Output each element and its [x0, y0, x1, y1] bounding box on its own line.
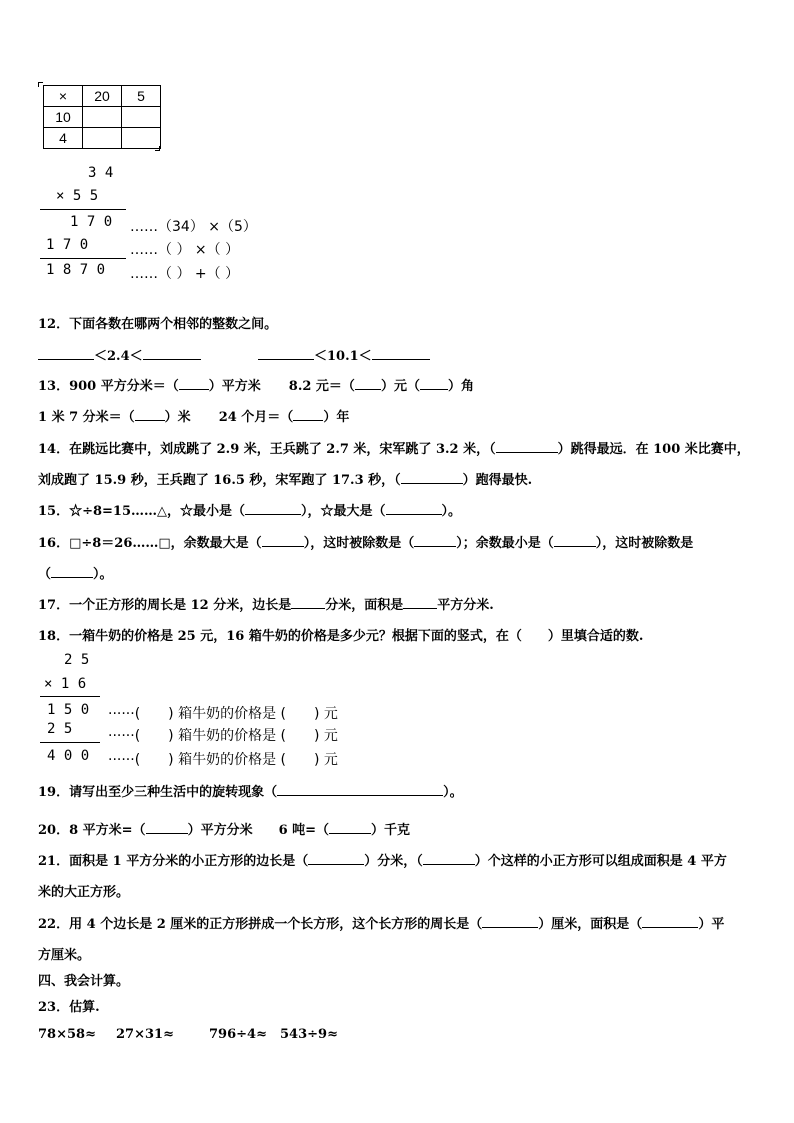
q13-line2: [38, 406, 349, 425]
answer-blank[interactable]: [38, 359, 94, 360]
calc-num2: × 5 5: [56, 188, 99, 204]
answer-blank[interactable]: [372, 359, 430, 360]
q20-text: ）平方分米: [187, 823, 253, 838]
q22-text: ）平: [698, 917, 725, 932]
answer-blank[interactable]: [245, 514, 301, 515]
grid-row: [44, 107, 161, 128]
q15-text: ）。: [441, 504, 462, 519]
q23-item: 543÷9≈: [280, 1027, 338, 1042]
q23-title: 23．估算.: [38, 1000, 100, 1015]
answer-blank[interactable]: [135, 420, 165, 421]
q13-text: ）元（: [380, 379, 420, 394]
q19-text: 19．请写出至少三种生活中的旋转现象（: [38, 785, 278, 800]
grid-cell: 4: [44, 128, 83, 149]
grid-header-row: [44, 86, 161, 107]
answer-blank[interactable]: [401, 483, 463, 484]
calc-row2-note: ······( ) 箱牛奶的价格是 ( ) 元: [108, 728, 338, 744]
answer-blank[interactable]: [403, 608, 437, 609]
calc-num1: 2 5: [64, 652, 90, 668]
answer-blank[interactable]: [51, 577, 93, 578]
calc-row2: 2 5: [47, 721, 73, 737]
q22-line1: [38, 913, 724, 932]
q15-text: 15．☆÷8=15……△，☆最小是（: [38, 504, 246, 519]
q15: [38, 500, 461, 519]
q13-text: 24 个月＝（: [218, 410, 294, 425]
calc-row3-note: ······( ) 箱牛奶的价格是 ( ) 元: [108, 752, 338, 768]
answer-blank[interactable]: [386, 514, 442, 515]
answer-blank[interactable]: [482, 927, 538, 928]
corner-mark: [155, 146, 160, 151]
calc-num2: × 1 6: [44, 676, 87, 692]
answer-blank[interactable]: [291, 608, 325, 609]
q14-text: 14．在跳远比赛中，刘成跳了 2.9 米，王兵跳了 2.7 米，宋军跳了 3.2 米，（: [38, 442, 496, 457]
q17-text: 17．一个正方形的周长是 12 分米，边长是: [38, 598, 292, 613]
grid-cell[interactable]: [122, 107, 161, 128]
q12-item-a: [38, 345, 201, 364]
answer-blank[interactable]: [179, 389, 209, 390]
q19-text: ）。: [443, 785, 463, 800]
grid-cell: ×: [44, 86, 83, 107]
grid-cell: 20: [83, 86, 122, 107]
calc-partial2-note: ……（ ） ×（ ）: [130, 242, 240, 258]
calc-sum-note: ……（ ） +（ ）: [130, 266, 240, 282]
q13-text: ）年: [323, 410, 350, 425]
q22-text: ）厘米，面积是（: [538, 917, 643, 932]
q14-line2: [38, 469, 532, 488]
calc-row3: 4 0 0: [47, 748, 90, 764]
q13-line1: [38, 375, 474, 394]
calc-line: [40, 209, 126, 210]
calc-sum: 1 8 7 0: [46, 262, 106, 278]
q23-item: 796÷4≈: [209, 1027, 267, 1042]
q21-text: ）分米，（: [364, 854, 423, 869]
section-heading: 四、我会计算。: [38, 974, 130, 989]
q16-text: ）；余数最小是（: [456, 536, 554, 551]
q20-text: 6 吨=（: [278, 823, 330, 838]
q16-text: ），这时被除数是: [595, 536, 694, 551]
answer-blank[interactable]: [143, 359, 201, 360]
answer-blank[interactable]: [420, 389, 448, 390]
answer-blank[interactable]: [554, 546, 596, 547]
multiplication-grid: [43, 85, 161, 149]
q13-text: ）角: [447, 379, 474, 394]
calc-line: [40, 696, 100, 697]
calc-partial1-note: ……（34） ×（5）: [130, 219, 257, 235]
q22-line2: 方厘米。: [38, 948, 91, 963]
q14-text: ）跳得最远．在 100 米比赛中，: [557, 442, 750, 457]
calc-row1: 1 5 0: [47, 702, 90, 718]
q18-title: 18．一箱牛奶的价格是 25 元，16 箱牛奶的价格是多少元？根据下面的竖式，在（ ）里填合适的数.: [38, 629, 644, 644]
q20: [38, 819, 410, 838]
grid-cell[interactable]: [83, 128, 122, 149]
q20-text: ）千克: [371, 823, 411, 838]
q12-a-text: ＜2.4＜: [94, 349, 143, 364]
grid-cell[interactable]: [83, 107, 122, 128]
q13-text: 1 米 7 分米＝（: [38, 410, 135, 425]
q13-text: ）米: [164, 410, 191, 425]
answer-blank[interactable]: [642, 927, 698, 928]
q16-text: （: [38, 567, 52, 582]
q14-line1: [38, 438, 750, 457]
answer-blank[interactable]: [262, 546, 304, 547]
q15-text: ），☆最大是（: [301, 504, 386, 519]
q13-text: 8.2 元＝（: [288, 379, 355, 394]
q17: [38, 594, 494, 613]
calc-row1-note: ······( ) 箱牛奶的价格是 ( ) 元: [108, 706, 338, 722]
q14-text: 刘成跑了 15.9 秒，王兵跑了 16.5 秒，宋军跑了 17.3 秒，（: [38, 473, 401, 488]
q21-line2: 米的大正方形。: [38, 885, 130, 900]
answer-blank[interactable]: [277, 795, 443, 796]
calc-line: [40, 258, 126, 259]
grid-row: [44, 128, 161, 149]
answer-blank[interactable]: [423, 864, 475, 865]
q12-item-b: [258, 345, 430, 364]
q22-text: 22．用 4 个边长是 2 厘米的正方形拼成一个长方形，这个长方形的周长是（: [38, 917, 483, 932]
answer-blank[interactable]: [329, 833, 371, 834]
q13-text: ）平方米: [208, 379, 261, 394]
calc-partial1: 1 7 0: [70, 214, 113, 230]
calc-num1: 3 4: [88, 165, 114, 181]
calc-partial2: 1 7 0: [46, 237, 89, 253]
answer-blank[interactable]: [355, 389, 381, 390]
q14-text: ）跑得最快.: [462, 473, 533, 488]
q16-text: 16．□÷8＝26……□，余数最大是（: [38, 536, 262, 551]
q16-text: ）。: [93, 567, 113, 582]
q19: [38, 781, 463, 800]
q12-title: 12．下面各数在哪两个相邻的整数之间。: [38, 317, 278, 332]
answer-blank[interactable]: [258, 359, 314, 360]
answer-blank[interactable]: [293, 420, 323, 421]
q12-b-text: ＜10.1＜: [314, 349, 372, 364]
answer-blank[interactable]: [308, 864, 364, 865]
calc-line: [40, 742, 100, 743]
q21-text: ）个这样的小正方形可以组成面积是 4 平方: [474, 854, 727, 869]
q20-text: 20．8 平方米=（: [38, 823, 146, 838]
answer-blank[interactable]: [414, 546, 456, 547]
q16-line1: [38, 532, 693, 551]
q16-line2: [38, 563, 113, 582]
q21-text: 21．面积是 1 平方分米的小正方形的边长是（: [38, 854, 309, 869]
answer-blank[interactable]: [496, 452, 558, 453]
q21-line1: [38, 850, 727, 869]
grid-cell: 10: [44, 107, 83, 128]
answer-blank[interactable]: [146, 833, 188, 834]
q16-text: ），这时被除数是（: [303, 536, 415, 551]
grid-cell: 5: [122, 86, 161, 107]
q17-text: 平方分米.: [437, 598, 494, 613]
q23-item: 27×31≈: [116, 1027, 174, 1042]
q17-text: 分米，面积是: [325, 598, 404, 613]
q23-item: 78×58≈: [38, 1027, 96, 1042]
q13-text: 13．900 平方分米＝（: [38, 379, 179, 394]
